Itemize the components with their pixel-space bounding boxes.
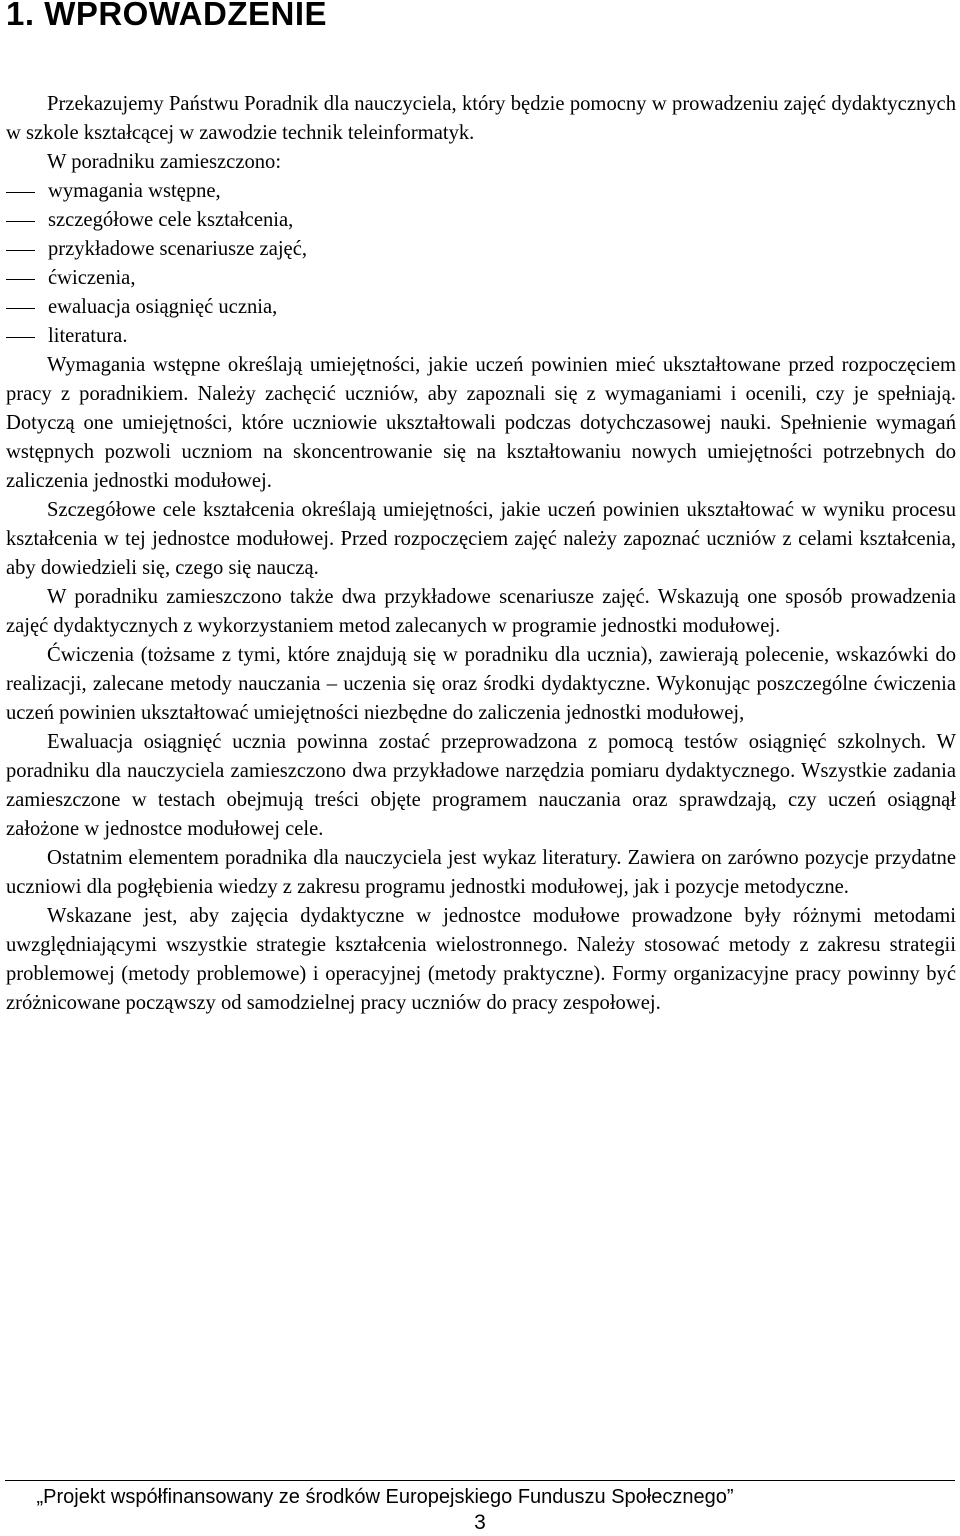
list-item-text: ćwiczenia, <box>48 267 136 289</box>
list-item-text: ewaluacja osiągnięć ucznia, <box>48 296 278 318</box>
paragraph-scenarios: W poradniku zamieszczono także dwa przykładowe scenariusze zajęć. Wskazują one sposób prowadzenia zajęć dydaktycznych z wykorzystaniem metod zalecanych w programie jednostki modułowej. <box>6 586 956 637</box>
paragraph-requirements: Wymagania wstępne określają umiejętności, jakie uczeń powinien mieć ukształtowane przed rozpoczęciem pracy z poradnikiem. Należy zachęcić uczniów, aby zapoznali się z wymaganiami i ocenili, czy je spełniają. Dotyczą one umiejętności, które uczniowie ukształtowali podczas dotychczasowej nauki. Spełnienie wymagań wstępnych pozwoli uczniom na skoncentrowanie się na kształtowaniu nowych umiejętności potrzebnych do zaliczenia jednostki modułowej. <box>6 354 956 492</box>
list-item-text: literatura. <box>48 325 128 347</box>
list-item-text: szczegółowe cele kształcenia, <box>48 209 294 231</box>
list-item <box>6 264 956 293</box>
contents-intro: W poradniku zamieszczono: <box>47 151 282 173</box>
list-item-text: przykładowe scenariusze zajęć, <box>48 238 307 260</box>
list-item-text: wymagania wstępne, <box>48 180 221 202</box>
paragraph-evaluation: Ewaluacja osiągnięć ucznia powinna zostać przeprowadzona z pomocą testów osiągnięć szkolnych. W poradniku dla nauczyciela zamieszczono dwa przykładowe narzędzia pomiaru dydaktycznego. Wszystkie zadania zamieszczone w testach obejmują treści objęte programem nauczania oraz sprawdzają, czy uczeń osiągnął założone w jednostce modułowej cele. <box>6 731 956 840</box>
list-item <box>6 293 956 322</box>
paragraph-objectives: Szczegółowe cele kształcenia określają umiejętności, jakie uczeń powinien ukształtować w wyniku procesu kształcenia w tej jednostce modułowej. Przed rozpoczęciem zajęć należy zapoznać uczniów z celami kształcenia, aby dowiedzieli się, czego się nauczą. <box>6 499 956 579</box>
document-body <box>6 90 956 1018</box>
paragraph-exercises: Ćwiczenia (tożsame z tymi, które znajdują się w poradniku dla ucznia), zawierają polecenie, wskazówki do realizacji, zalecane metody nauczania – uczenia się oraz środki dydaktyczne. Wykonując poszczególne ćwiczenia uczeń powinien ukształtować umiejętności niezbędne do zaliczenia jednostki modułowej, <box>6 644 956 724</box>
paragraph-methods: Wskazane jest, aby zajęcia dydaktyczne w jednostce modułowe prowadzone były różnymi metodami uwzględniającymi wszystkie strategie kształcenia wielostronnego. Należy stosować metody z zakresu strategii problemowej (metody problemowe) i operacyjnej (metody praktyczne). Formy organizacyjne pracy powinny być zróżnicowane począwszy od samodzielnej pracy uczniów do pracy zespołowej. <box>6 905 956 1014</box>
footer-divider <box>5 1480 955 1481</box>
list-item <box>6 206 956 235</box>
list-item <box>6 177 956 206</box>
list-item <box>6 235 956 264</box>
contents-list <box>6 177 956 351</box>
list-item <box>6 322 956 351</box>
page-number: 3 <box>474 1511 486 1534</box>
footer-note: „Projekt współfinansowany ze środków Europejskiego Funduszu Społecznego” <box>36 1486 734 1508</box>
page-heading: 1. WPROWADZENIE <box>6 0 328 32</box>
intro-paragraph: Przekazujemy Państwu Poradnik dla nauczyciela, który będzie pomocny w prowadzeniu zajęć dydaktycznych w szkole kształcącej w zawodzie technik teleinformatyk. <box>6 93 956 144</box>
paragraph-literature: Ostatnim elementem poradnika dla nauczyciela jest wykaz literatury. Zawiera on zarówno pozycje przydatne uczniowi dla pogłębienia wiedzy z zakresu programu jednostki modułowej, jak i pozycje metodyczne. <box>6 847 956 898</box>
